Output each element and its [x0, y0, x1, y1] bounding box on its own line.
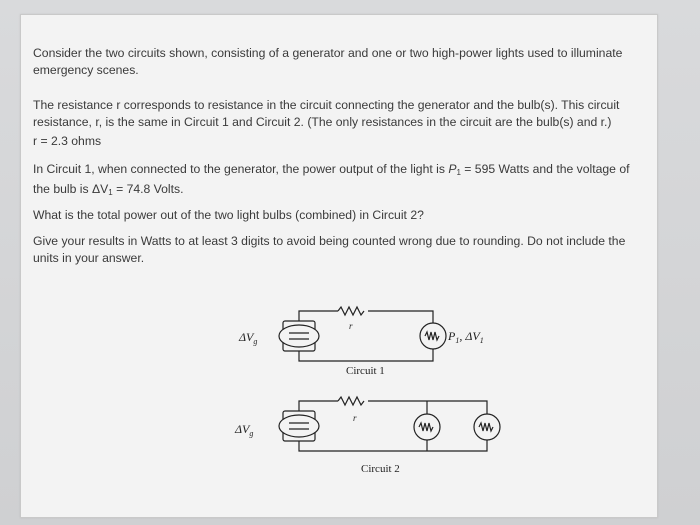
circuit1-caption: Circuit 1 — [346, 365, 385, 377]
circuit-diagram — [191, 283, 521, 483]
circuit2-wire-bottom — [299, 439, 487, 451]
circuit1-bulb — [420, 323, 446, 349]
circuit2-resistor-label: r — [353, 413, 357, 423]
v1-value: = 74.8 Volts. — [112, 182, 184, 196]
p1-subscript: 1 — [456, 168, 461, 177]
p1-value: = 595 Watts and the voltage of the bulb is — [33, 162, 630, 196]
v1-subscript: 1 — [108, 188, 113, 197]
circuit1 — [279, 307, 446, 361]
circuit2-bulb-1 — [414, 414, 440, 440]
circuit1-wire-bottom — [299, 349, 433, 361]
p1-symbol: P — [448, 162, 457, 176]
circuit2 — [279, 397, 500, 451]
circuit2-wire-top-left — [299, 401, 338, 411]
circuit1-wire-top-left — [299, 311, 338, 321]
instructions-text: Give your results in Watts to at least 3 digits to avoid being counted wrong due to rounding. Do not include the units in your answer. — [33, 234, 626, 265]
circuit2-generator — [279, 411, 319, 441]
circuit1-generator-label: $\Delta V_g$ — [239, 330, 258, 346]
circuit1-wire-top-right — [368, 311, 433, 323]
r-value: r = 2.3 ohms — [33, 134, 102, 148]
circuit2-resistor — [338, 397, 364, 405]
circuit2-bulb-2 — [474, 414, 500, 440]
problem-card — [20, 14, 658, 518]
circuit1-resistor — [338, 307, 364, 315]
circuit1-bulb-label: $P_1$, $\Delta V_1$ — [448, 329, 484, 345]
question-text: What is the total power out of the two light bulbs (combined) in Circuit 2? — [33, 208, 424, 222]
circuit2-caption: Circuit 2 — [361, 463, 400, 475]
v1-symbol: ΔV — [91, 182, 109, 196]
circuit1-prefix: In Circuit 1, when connected to the generator, the power output of the light is — [33, 162, 449, 176]
resistance-description: The resistance r corresponds to resistance in the circuit connecting the generator and the bulb(s). This circuit resistance, r, is the same in Circuit 1 and Circuit 2. (The only resistances in the circuit are the bulb(s) and r.) — [33, 98, 620, 129]
intro-text: Consider the two circuits shown, consisting of a generator and one or two high-power lights used to illuminate emergency scenes. — [33, 46, 623, 77]
circuit2-generator-label: $\Delta V_g$ — [235, 422, 254, 438]
circuit1-generator — [279, 321, 319, 351]
circuit1-resistor-label: r — [349, 321, 353, 331]
circuit1-description — [33, 161, 633, 201]
